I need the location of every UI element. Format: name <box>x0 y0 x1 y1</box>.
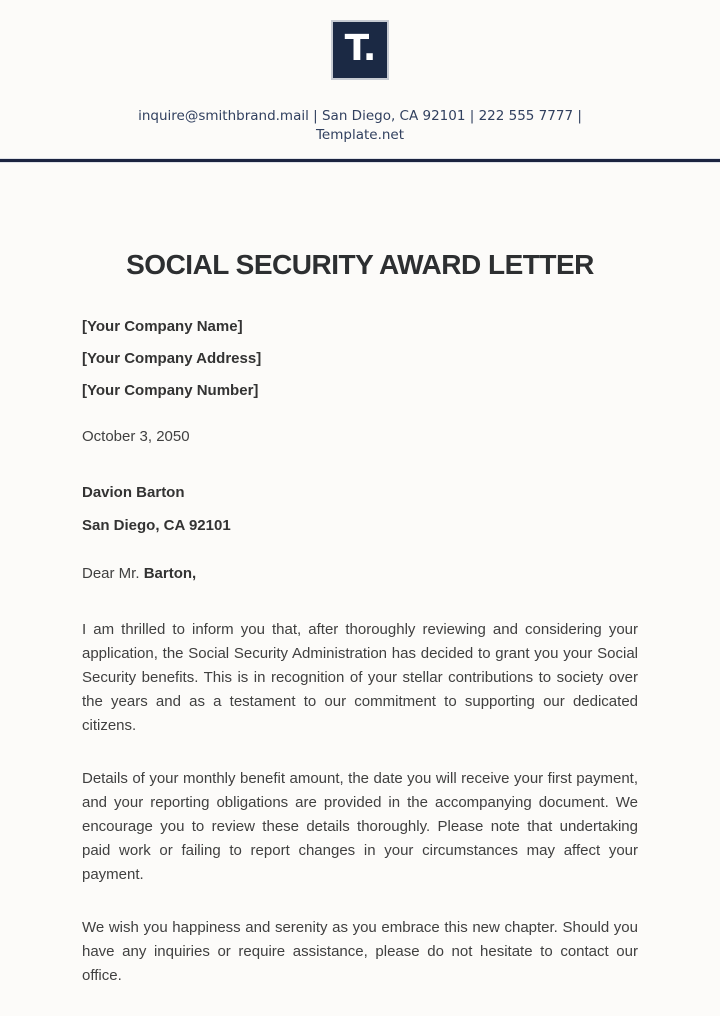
company-number-placeholder: [Your Company Number] <box>82 382 259 399</box>
company-block <box>82 319 638 398</box>
letter-title: SOCIAL SECURITY AWARD LETTER <box>126 249 594 280</box>
salutation-name: Barton, <box>143 565 197 582</box>
letter-date: October 3, 2050 <box>82 428 190 445</box>
salutation-prefix: Dear Mr. <box>82 565 144 582</box>
letter-body <box>0 249 720 988</box>
contact-line-1: inquire@smithbrand.mail | San Diego, CA 92101 | 222 555 7777 | <box>138 108 582 124</box>
company-name-placeholder: [Your Company Name] <box>82 318 243 335</box>
contact-info <box>0 107 720 145</box>
recipient-name: Davion Barton <box>82 484 185 501</box>
header-divider <box>0 158 720 163</box>
contact-line-2: Template.net <box>315 127 405 143</box>
paragraph-1: I am thrilled to inform you that, after thoroughly reviewing and considering your application, the Social Security Administration has decided to grant you your Social Security benefits. This is in recognition of your stellar contributions to society over the years and as a testament to our commitment to supporting our dedicated citizens. <box>82 621 638 734</box>
company-address-placeholder: [Your Company Address] <box>82 350 262 367</box>
recipient-location: San Diego, CA 92101 <box>82 517 231 534</box>
paragraphs <box>82 618 638 988</box>
letterhead <box>0 0 720 145</box>
paragraph-2: Details of your monthly benefit amount, the date you will receive your first payment, and your reporting obligations are provided in the accompanying document. We encourage you to review these details thoroughly. Please note that undertaking paid work or failing to report changes in your circumstances may affect your payment. <box>82 770 638 883</box>
recipient-block <box>82 485 638 533</box>
salutation <box>82 566 638 581</box>
paragraph-3: We wish you happiness and serenity as you embrace this new chapter. Should you have any inquiries or require assistance, please do not hesitate to contact our office. <box>82 919 638 984</box>
brand-logo-icon: T. <box>331 20 389 80</box>
